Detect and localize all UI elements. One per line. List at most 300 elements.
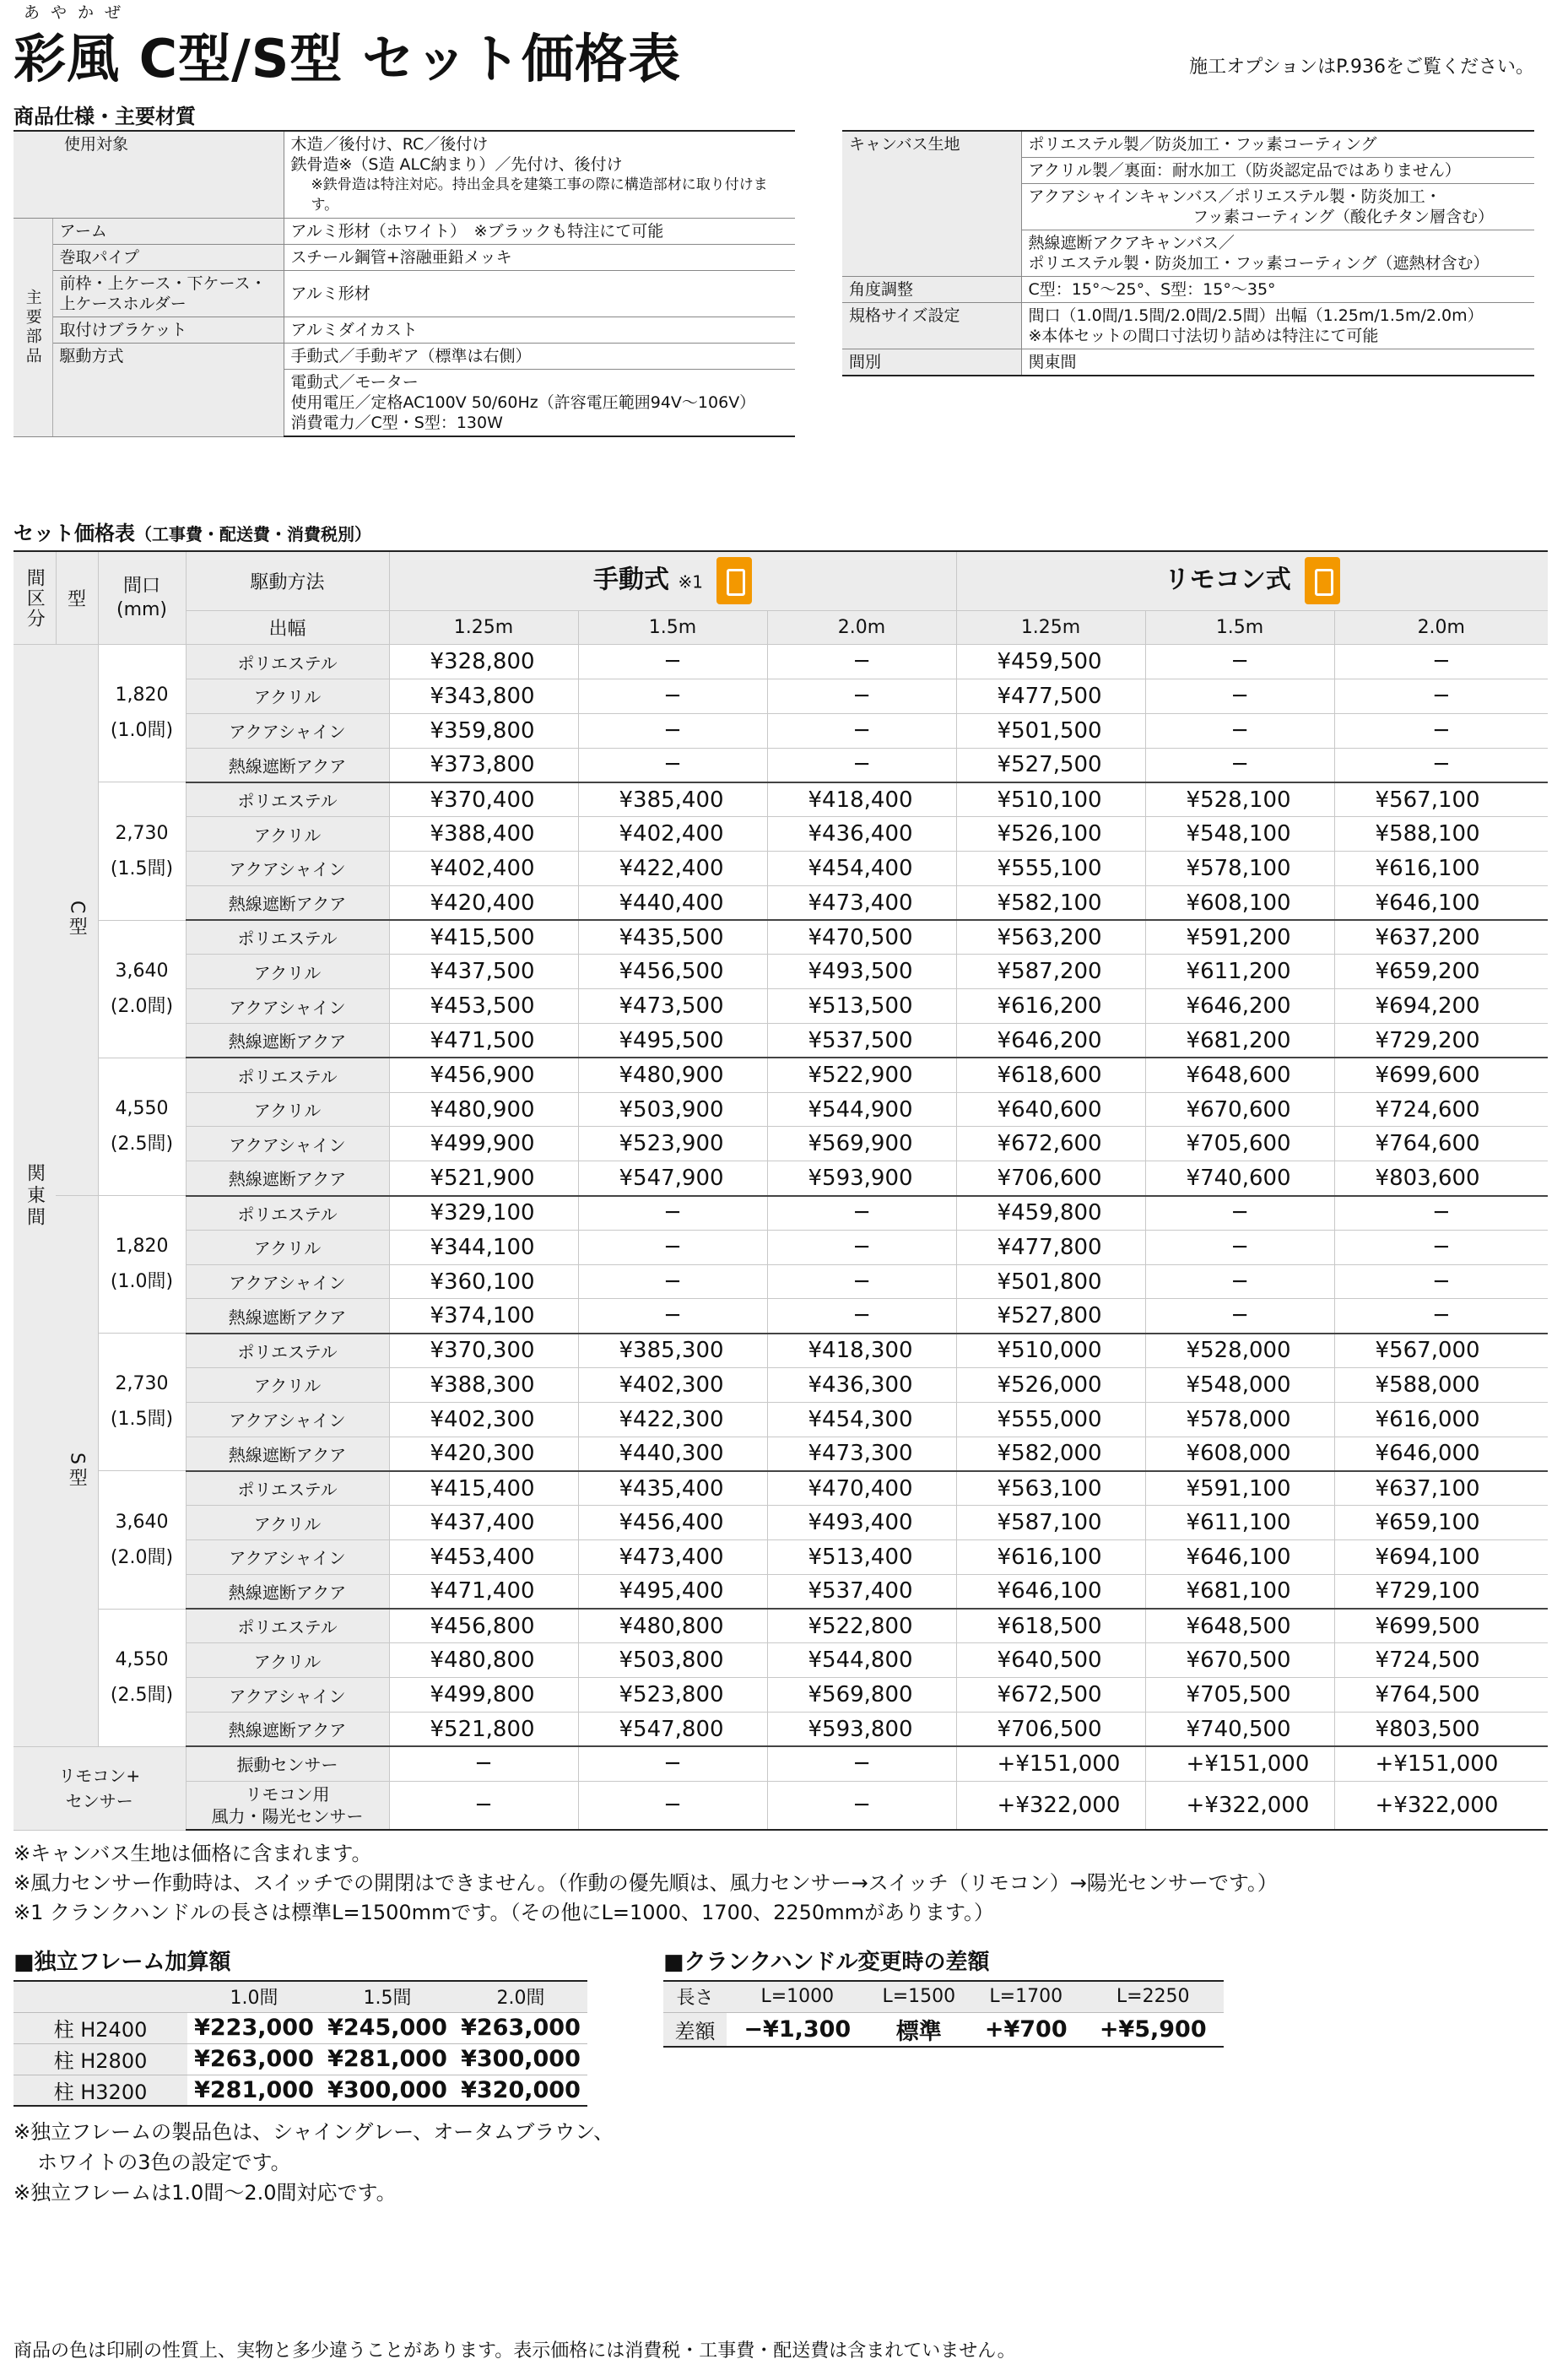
size-label — [98, 1609, 186, 1746]
price-cell: ─ — [1145, 1230, 1334, 1264]
spec-label: 巻取パイプ — [52, 245, 284, 271]
material-label: 熱線遮断アクア — [186, 885, 389, 920]
price-cell: ¥567,100 — [1334, 782, 1548, 817]
price-cell: ¥528,100 — [1145, 782, 1334, 817]
spec-label: 前枠・上ケース・下ケース・上ケースホルダー — [52, 271, 284, 317]
frame-price: ¥281,000 — [321, 2043, 454, 2075]
price-cell: ¥588,000 — [1334, 1368, 1548, 1403]
price-cell: ¥611,100 — [1145, 1506, 1334, 1540]
sensor-price: ─ — [578, 1746, 767, 1781]
head-remote: リモコン式 — [956, 551, 1548, 610]
price-cell: ¥437,500 — [389, 955, 578, 989]
price-cell: ─ — [578, 748, 767, 782]
frame-row-label: 柱 H3200 — [14, 2075, 187, 2106]
material-label: アクリル — [186, 1092, 389, 1127]
spec-label: 使用対象 — [14, 131, 284, 219]
frame-price: ¥223,000 — [187, 2012, 321, 2043]
price-cell: ¥388,400 — [389, 817, 578, 852]
price-cell: ¥471,400 — [389, 1574, 578, 1609]
price-cell: ─ — [767, 645, 956, 679]
price-cell: ¥440,300 — [578, 1437, 767, 1471]
price-cell: ¥523,900 — [578, 1127, 767, 1161]
price-cell: ¥402,400 — [578, 817, 767, 852]
price-cell: ─ — [1145, 1196, 1334, 1231]
price-cell: ¥608,100 — [1145, 885, 1334, 920]
material-label: 熱線遮断アクア — [186, 1713, 389, 1747]
price-cell: ¥526,000 — [956, 1368, 1145, 1403]
price-cell: ¥456,900 — [389, 1058, 578, 1092]
spec-value: スチール鋼管+溶融亜鉛メッキ — [284, 245, 795, 271]
width-mm: 3,640 — [115, 960, 169, 982]
price-cell: ¥503,900 — [578, 1092, 767, 1127]
price-cell: ─ — [767, 1230, 956, 1264]
material-label: アクアシャイン — [186, 852, 389, 886]
price-cell: ¥420,300 — [389, 1437, 578, 1471]
price-cell: ¥528,000 — [1145, 1334, 1334, 1368]
price-cell: ¥681,200 — [1145, 1024, 1334, 1058]
price-cell: ¥385,300 — [578, 1334, 767, 1368]
spec-label: 間別 — [842, 349, 1021, 376]
price-cell: ¥547,900 — [578, 1161, 767, 1196]
price-cell: ¥694,200 — [1334, 989, 1548, 1024]
material-label: 熱線遮断アクア — [186, 1574, 389, 1609]
material-label: ポリエステル — [186, 1471, 389, 1506]
frame-price: ¥320,000 — [454, 2075, 587, 2106]
head-region: 間区分 — [14, 551, 56, 645]
price-cell: ¥415,500 — [389, 920, 578, 955]
price-cell: ¥591,100 — [1145, 1471, 1334, 1506]
price-cell: ─ — [1145, 679, 1334, 714]
price-cell: ¥672,500 — [956, 1678, 1145, 1713]
title-ruby: あやかぜ — [24, 3, 132, 22]
price-table — [14, 550, 1548, 1831]
price-cell: ¥569,800 — [767, 1678, 956, 1713]
price-cell: ¥705,500 — [1145, 1678, 1334, 1713]
sensor-price: ─ — [767, 1781, 956, 1830]
type-label: C型 — [56, 645, 98, 1196]
price-cell: ¥402,400 — [389, 852, 578, 886]
head-col: 2.0m — [767, 610, 956, 645]
price-cell: ¥582,100 — [956, 885, 1145, 920]
size-label — [98, 1196, 186, 1334]
price-cell: ¥616,200 — [956, 989, 1145, 1024]
width-mm: 1,820 — [115, 1236, 169, 1258]
price-cell: ─ — [578, 1299, 767, 1334]
size-label — [98, 1334, 186, 1471]
spec-label: 規格サイズ設定 — [842, 303, 1021, 349]
frame-head-blank — [14, 1981, 187, 2012]
price-cell: ¥501,500 — [956, 713, 1145, 748]
price-cell: ¥646,200 — [1145, 989, 1334, 1024]
frame-head-col: 1.0間 — [187, 1981, 321, 2012]
price-cell: ¥537,400 — [767, 1574, 956, 1609]
spec-value: C型：15°～25°、S型：15°～35° — [1021, 277, 1534, 303]
spec-value: ポリエステル製／防炎加工・フッ素コーティング — [1021, 131, 1534, 158]
frame-note: ※独立フレームの製品色は、シャイングレー、オータムブラウン、 — [14, 2120, 614, 2144]
price-cell: ¥724,500 — [1334, 1643, 1548, 1678]
spec-label: キャンバス生地 — [842, 131, 1021, 277]
crank-head-col: L=1700 — [970, 1981, 1082, 2012]
spec-value: 関東間 — [1021, 349, 1534, 376]
material-label: 熱線遮断アクア — [186, 1299, 389, 1334]
material-label: アクリル — [186, 1230, 389, 1264]
spec-group-label: 主要部品 — [14, 219, 52, 437]
price-cell: ─ — [767, 1264, 956, 1299]
price-cell: ¥388,300 — [389, 1368, 578, 1403]
price-cell: ¥729,100 — [1334, 1574, 1548, 1609]
price-cell: ¥510,000 — [956, 1334, 1145, 1368]
spec-value: アクアシャインキャンバス／ポリエステル製・防炎加工・ フッ素コーティング（酸化チタン層含む） — [1021, 184, 1534, 230]
price-cell: ¥436,300 — [767, 1368, 956, 1403]
price-cell: ¥415,400 — [389, 1471, 578, 1506]
material-label: 熱線遮断アクア — [186, 1437, 389, 1471]
price-cell: ¥555,000 — [956, 1402, 1145, 1437]
sensor-price: ─ — [767, 1746, 956, 1781]
price-cell: ¥527,800 — [956, 1299, 1145, 1334]
price-cell: ¥740,600 — [1145, 1161, 1334, 1196]
price-cell: ¥521,800 — [389, 1713, 578, 1747]
frame-row-label: 柱 H2400 — [14, 2012, 187, 2043]
price-cell: ¥454,400 — [767, 852, 956, 886]
frame-head-col: 2.0間 — [454, 1981, 587, 2012]
head-col: 1.5m — [1145, 610, 1334, 645]
price-cell: ¥618,500 — [956, 1609, 1145, 1643]
price-cell: ¥616,000 — [1334, 1402, 1548, 1437]
material-label: 熱線遮断アクア — [186, 748, 389, 782]
price-cell: ¥705,600 — [1145, 1127, 1334, 1161]
price-cell: ¥637,200 — [1334, 920, 1548, 955]
price-cell: ¥456,400 — [578, 1506, 767, 1540]
frame-price: ¥245,000 — [321, 2012, 454, 2043]
price-cell: ¥459,500 — [956, 645, 1145, 679]
price-cell: ¥616,100 — [1334, 852, 1548, 886]
material-label: ポリエステル — [186, 1058, 389, 1092]
price-cell: ¥681,100 — [1145, 1574, 1334, 1609]
spec-value: アクリル製／裏面：耐水加工（防炎認定品ではありません） — [1021, 158, 1534, 184]
price-cell: ¥359,800 — [389, 713, 578, 748]
price-cell: ¥473,400 — [767, 885, 956, 920]
price-cell: ¥646,100 — [956, 1574, 1145, 1609]
material-label: 熱線遮断アクア — [186, 1024, 389, 1058]
spec-value: アルミ形材 — [284, 271, 795, 317]
price-cell: ¥803,600 — [1334, 1161, 1548, 1196]
head-col: 1.5m — [578, 610, 767, 645]
head-manual: 手動式 ※1 — [389, 551, 956, 610]
price-cell: ¥453,500 — [389, 989, 578, 1024]
sensor-price: +¥322,000 — [1334, 1781, 1548, 1830]
frame-head-col: 1.5間 — [321, 1981, 454, 2012]
price-cell: ¥646,100 — [1334, 885, 1548, 920]
price-cell: ¥555,100 — [956, 852, 1145, 886]
spec-value: 間口（1.0間/1.5間/2.0間/2.5間）出幅（1.25m/1.5m/2.0m） ※本体セットの間口寸法切り詰めは特注にて可能 — [1021, 303, 1534, 349]
crank-value: −¥1,300 — [727, 2012, 868, 2047]
price-cell: ¥694,100 — [1334, 1540, 1548, 1575]
price-cell: ¥456,500 — [578, 955, 767, 989]
material-label: ポリエステル — [186, 782, 389, 817]
spec-value: アルミ形材（ホワイト） ※ブラックも特注にて可能 — [284, 219, 795, 245]
crank-table — [663, 1980, 1224, 2048]
price-cell: ¥370,400 — [389, 782, 578, 817]
material-label: アクアシャイン — [186, 713, 389, 748]
width-ken: (1.5間) — [110, 858, 174, 879]
price-cell: ¥706,500 — [956, 1713, 1145, 1747]
price-cell: ¥646,000 — [1334, 1437, 1548, 1471]
sensor-label-line: リモコン+ — [58, 1765, 141, 1786]
price-cell: ¥764,500 — [1334, 1678, 1548, 1713]
price-cell: ¥420,400 — [389, 885, 578, 920]
head-width: 間口(mm) — [98, 551, 186, 645]
price-cell: ¥493,500 — [767, 955, 956, 989]
frame-price: ¥300,000 — [454, 2043, 587, 2075]
price-cell: ¥569,900 — [767, 1127, 956, 1161]
price-cell: ¥435,400 — [578, 1471, 767, 1506]
size-label — [98, 1058, 186, 1195]
price-cell: ¥544,900 — [767, 1092, 956, 1127]
price-cell: ¥402,300 — [389, 1402, 578, 1437]
price-cell: ¥422,300 — [578, 1402, 767, 1437]
price-cell: ¥672,600 — [956, 1127, 1145, 1161]
width-mm: 3,640 — [115, 1511, 169, 1533]
price-cell: ─ — [578, 1264, 767, 1299]
price-cell: ─ — [1145, 1264, 1334, 1299]
price-cell: ─ — [1145, 645, 1334, 679]
price-cell: ¥544,800 — [767, 1643, 956, 1678]
price-cell: ¥471,500 — [389, 1024, 578, 1058]
price-cell: ¥587,200 — [956, 955, 1145, 989]
price-cell: ¥591,200 — [1145, 920, 1334, 955]
price-cell: ¥640,600 — [956, 1092, 1145, 1127]
spec-label: アーム — [52, 219, 284, 245]
price-cell: ─ — [1334, 1299, 1548, 1334]
size-label — [98, 782, 186, 920]
price-cell: ¥480,900 — [578, 1058, 767, 1092]
sensor-name — [186, 1746, 389, 1781]
width-mm: 2,730 — [115, 822, 169, 844]
page-title: 彩風 C型/S型 セット価格表 — [14, 28, 681, 89]
price-cell: ─ — [1334, 1196, 1548, 1231]
price-cell: ¥385,400 — [578, 782, 767, 817]
material-label: アクアシャイン — [186, 1402, 389, 1437]
sensor-name-line: 風力・陽光センサー — [211, 1805, 364, 1826]
price-cell: ─ — [578, 1230, 767, 1264]
width-mm: 2,730 — [115, 1373, 169, 1395]
size-label — [98, 920, 186, 1058]
spec-value: 電動式／モーター 使用電圧／定格AC100V 50/60Hz（許容電圧範囲94V～106V） 消費電力／C型・S型：130W — [284, 370, 795, 437]
price-cell: ¥659,200 — [1334, 955, 1548, 989]
material-label: アクリル — [186, 817, 389, 852]
width-ken: (1.5間) — [110, 1409, 174, 1431]
price-cell: ─ — [1334, 1230, 1548, 1264]
sensor-price: ─ — [578, 1781, 767, 1830]
price-cell: ¥521,900 — [389, 1161, 578, 1196]
price-cell: ¥473,300 — [767, 1437, 956, 1471]
crank-value: +¥700 — [970, 2012, 1082, 2047]
price-cell: ¥499,800 — [389, 1678, 578, 1713]
frame-row-label: 柱 H2800 — [14, 2043, 187, 2075]
frame-price: ¥263,000 — [187, 2043, 321, 2075]
spec-value: アルミダイカスト — [284, 317, 795, 344]
frame-note: ※独立フレームは1.0間～2.0間対応です。 — [14, 2181, 397, 2205]
price-cell: ¥456,800 — [389, 1609, 578, 1643]
price-cell: ¥616,100 — [956, 1540, 1145, 1575]
price-cell: ─ — [767, 713, 956, 748]
price-section-title: セット価格表（工事費・配送費・消費税別） — [14, 522, 371, 545]
material-label: アクリル — [186, 679, 389, 714]
price-cell: ─ — [1334, 748, 1548, 782]
material-label: アクアシャイン — [186, 1540, 389, 1575]
price-cell: ¥480,800 — [389, 1643, 578, 1678]
price-cell: ¥495,400 — [578, 1574, 767, 1609]
price-cell: ¥503,800 — [578, 1643, 767, 1678]
crank-title: ■クランクハンドル変更時の差額 — [663, 1950, 990, 1975]
price-cell: ¥563,100 — [956, 1471, 1145, 1506]
frame-price: ¥263,000 — [454, 2012, 587, 2043]
spec-value: 手動式／手動ギア（標準は右側） — [284, 344, 795, 370]
material-label: 熱線遮断アクア — [186, 1161, 389, 1196]
head-col: 2.0m — [1334, 610, 1548, 645]
price-cell: ¥547,800 — [578, 1713, 767, 1747]
frame-price: ¥281,000 — [187, 2075, 321, 2106]
price-cell: ¥699,500 — [1334, 1609, 1548, 1643]
sensor-price: ─ — [389, 1746, 578, 1781]
price-cell: ¥374,100 — [389, 1299, 578, 1334]
footer-note: 商品の色は印刷の性質上、実物と多少違うことがあります。表示価格には消費税・工事費・配送費は含まれていません。 — [14, 2340, 1016, 2362]
material-label: アクリル — [186, 1643, 389, 1678]
price-cell: ¥493,400 — [767, 1506, 956, 1540]
price-cell: ─ — [1334, 1264, 1548, 1299]
price-cell: ¥764,600 — [1334, 1127, 1548, 1161]
price-cell: ¥418,300 — [767, 1334, 956, 1368]
material-label: アクアシャイン — [186, 1678, 389, 1713]
price-cell: ¥527,500 — [956, 748, 1145, 782]
price-cell: ¥608,000 — [1145, 1437, 1334, 1471]
sensor-label — [14, 1746, 186, 1830]
frame-table — [14, 1980, 587, 2107]
material-label: ポリエステル — [186, 1196, 389, 1231]
crank-value: +¥5,900 — [1082, 2012, 1224, 2047]
price-cell: ─ — [1145, 748, 1334, 782]
crank-handle-icon — [716, 557, 752, 604]
price-cell: ¥548,100 — [1145, 817, 1334, 852]
price-cell: ─ — [767, 1196, 956, 1231]
spec-table-right — [842, 130, 1534, 376]
price-cell: ¥435,500 — [578, 920, 767, 955]
material-label: アクアシャイン — [186, 989, 389, 1024]
head-col: 1.25m — [389, 610, 578, 645]
price-cell: ¥640,500 — [956, 1643, 1145, 1678]
price-note: ※1 クランクハンドルの長さは標準L=1500mmです。（その他にL=1000、1700、2250mmがあります。） — [14, 1901, 995, 1924]
price-cell: ¥646,100 — [1145, 1540, 1334, 1575]
price-cell: ¥729,200 — [1334, 1024, 1548, 1058]
price-cell: ¥646,200 — [956, 1024, 1145, 1058]
region-label: 関東間 — [14, 645, 56, 1747]
price-cell: ─ — [767, 1299, 956, 1334]
price-cell: ¥618,600 — [956, 1058, 1145, 1092]
head-projection: 出幅 — [186, 610, 389, 645]
price-cell: ─ — [767, 679, 956, 714]
price-cell: ¥526,100 — [956, 817, 1145, 852]
price-cell: ¥724,600 — [1334, 1092, 1548, 1127]
price-cell: ¥459,800 — [956, 1196, 1145, 1231]
crank-row-label: 差額 — [663, 2012, 727, 2047]
spec-label: 取付けブラケット — [52, 317, 284, 344]
option-note: 施工オプションはP.936をご覧ください。 — [1189, 57, 1534, 78]
head-col: 1.25m — [956, 610, 1145, 645]
sensor-name-line: リモコン用 — [245, 1783, 330, 1805]
price-cell: ¥578,100 — [1145, 852, 1334, 886]
price-cell: ¥648,500 — [1145, 1609, 1334, 1643]
price-cell: ¥513,400 — [767, 1540, 956, 1575]
price-cell: ¥499,900 — [389, 1127, 578, 1161]
price-cell: ─ — [1334, 645, 1548, 679]
price-cell: ¥422,400 — [578, 852, 767, 886]
width-ken: (1.0間) — [110, 720, 174, 742]
material-label: ポリエステル — [186, 1334, 389, 1368]
head-drive: 駆動方法 — [186, 551, 389, 610]
price-cell: ─ — [578, 713, 767, 748]
price-cell: ¥548,000 — [1145, 1368, 1334, 1403]
price-cell: ¥454,300 — [767, 1402, 956, 1437]
price-cell: ¥470,400 — [767, 1471, 956, 1506]
price-cell: ¥611,200 — [1145, 955, 1334, 989]
price-cell: ¥578,000 — [1145, 1402, 1334, 1437]
price-cell: ¥523,800 — [578, 1678, 767, 1713]
price-cell: ─ — [1334, 679, 1548, 714]
width-ken: (2.0間) — [110, 1546, 174, 1568]
sensor-name — [186, 1781, 389, 1830]
price-cell: ¥480,900 — [389, 1092, 578, 1127]
price-cell: ¥587,100 — [956, 1506, 1145, 1540]
price-cell: ─ — [1334, 713, 1548, 748]
price-cell: ─ — [578, 679, 767, 714]
price-cell: ¥370,300 — [389, 1334, 578, 1368]
price-cell: ¥344,100 — [389, 1230, 578, 1264]
sensor-price: ─ — [389, 1781, 578, 1830]
crank-head-col: L=2250 — [1082, 1981, 1224, 2012]
price-cell: ¥670,600 — [1145, 1092, 1334, 1127]
price-cell: ¥440,400 — [578, 885, 767, 920]
price-cell: ─ — [578, 645, 767, 679]
price-cell: ¥329,100 — [389, 1196, 578, 1231]
price-cell: ¥477,800 — [956, 1230, 1145, 1264]
width-ken: (1.0間) — [110, 1271, 174, 1293]
price-cell: ¥453,400 — [389, 1540, 578, 1575]
material-label: アクアシャイン — [186, 1264, 389, 1299]
price-cell: ¥418,400 — [767, 782, 956, 817]
head-type: 型 — [56, 551, 98, 645]
price-cell: ¥343,800 — [389, 679, 578, 714]
material-label: ポリエステル — [186, 920, 389, 955]
price-cell: ¥537,500 — [767, 1024, 956, 1058]
price-note: ※キャンバス生地は価格に含まれます。 — [14, 1842, 372, 1865]
type-label: S型 — [56, 1196, 98, 1747]
material-label: アクリル — [186, 1506, 389, 1540]
crank-head-label: 長さ — [663, 1981, 727, 2012]
sensor-price: +¥151,000 — [1334, 1746, 1548, 1781]
spec-value: 木造／後付け、RC／後付け 鉄骨造※（S造 ALC納まり）／先付け、後付け ※鉄骨造は特注対応。持出金具を建築工事の際に構造部材に取り付けます。 — [284, 131, 795, 219]
spec-value: 熱線遮断アクアキャンバス／ ポリエステル製・防炎加工・フッ素コーティング（遮熱材含む） — [1021, 230, 1534, 277]
width-ken: (2.5間) — [110, 1133, 174, 1155]
remote-control-icon — [1305, 557, 1340, 604]
width-ken: (2.0間) — [110, 995, 174, 1017]
material-label: アクリル — [186, 955, 389, 989]
price-cell: ¥659,100 — [1334, 1506, 1548, 1540]
material-label: アクリル — [186, 1368, 389, 1403]
frame-price: ¥300,000 — [321, 2075, 454, 2106]
width-mm: 1,820 — [115, 684, 169, 706]
price-cell: ¥437,400 — [389, 1506, 578, 1540]
frame-title: ■独立フレーム加算額 — [14, 1950, 231, 1975]
